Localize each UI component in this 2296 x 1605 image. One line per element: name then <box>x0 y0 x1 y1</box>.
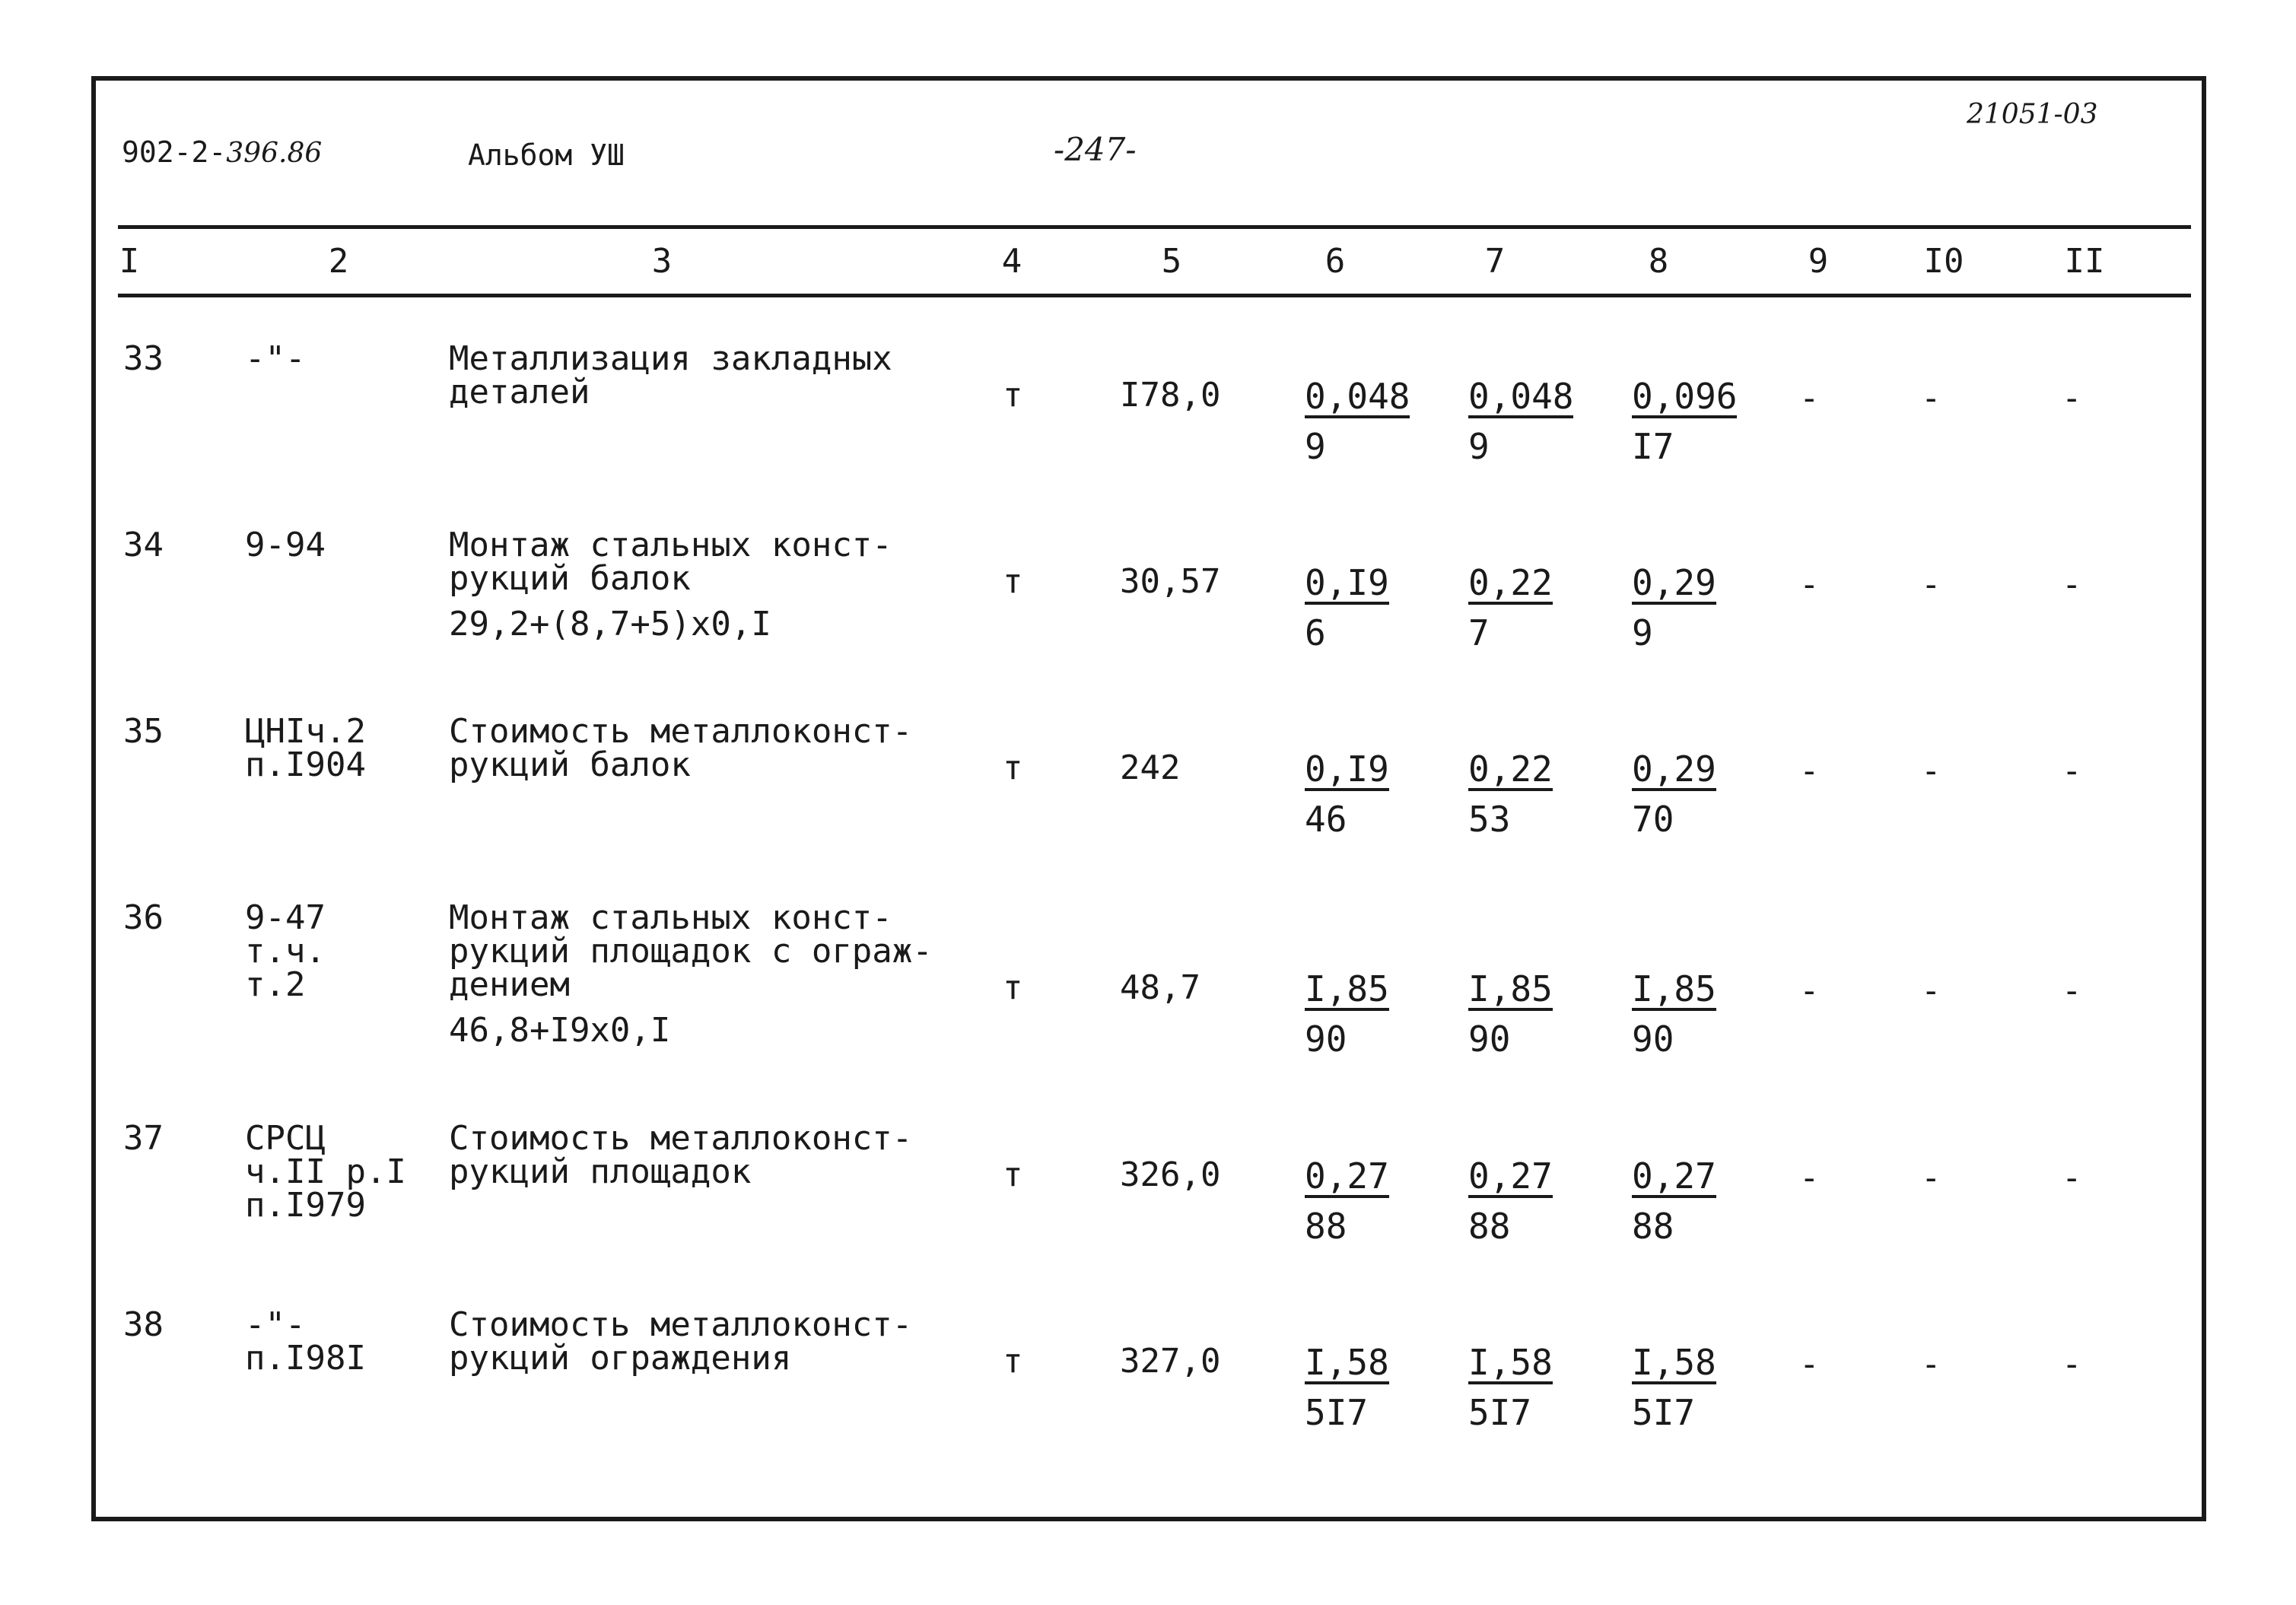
value-top: 0,22 <box>1468 562 1553 603</box>
value-col-8 <box>1632 748 1716 840</box>
value-col-8 <box>1632 376 1738 467</box>
row-number: 36 <box>123 898 164 937</box>
value-top: 0,22 <box>1468 748 1553 790</box>
norm-reference: -"- п.I98I <box>245 1305 366 1378</box>
value-bottom: 88 <box>1468 1206 1511 1247</box>
value-top: I,58 <box>1468 1342 1553 1383</box>
unit: т <box>1003 1155 1023 1194</box>
value-top: 0,29 <box>1632 748 1716 790</box>
column-header-4: 4 <box>1001 242 1022 281</box>
work-description: Стоимость металлоконст- рукций ограждения <box>449 1305 913 1378</box>
document-code <box>122 135 322 169</box>
header-rule-top <box>118 225 2191 229</box>
table-row <box>0 1305 2296 1499</box>
value-bottom: 90 <box>1305 1019 1347 1060</box>
value-top: 0,27 <box>1632 1155 1716 1197</box>
column-header-2: 2 <box>328 242 349 281</box>
value-col-7 <box>1468 968 1553 1060</box>
value-col-6 <box>1305 748 1389 840</box>
col-9-value: - <box>1799 565 1820 604</box>
value-bottom: 46 <box>1305 799 1347 840</box>
col-11-value: - <box>2062 1158 2082 1197</box>
column-header-3: 3 <box>651 242 673 281</box>
header-rule-bottom <box>118 294 2191 297</box>
value-bottom: 88 <box>1632 1206 1674 1247</box>
column-header-8: 8 <box>1648 242 1669 281</box>
row-number: 33 <box>123 339 164 378</box>
norm-reference: СРСЦ ч.II р.I п.I979 <box>245 1119 406 1225</box>
value-col-6 <box>1305 376 1410 467</box>
value-bottom: 5I7 <box>1305 1392 1369 1433</box>
value-top: 0,096 <box>1632 376 1738 417</box>
value-top: I,85 <box>1632 968 1716 1009</box>
table-row <box>0 339 2296 532</box>
table-row <box>0 712 2296 905</box>
row-number: 38 <box>123 1305 164 1344</box>
value-top: I,85 <box>1305 968 1389 1009</box>
value-top: 0,29 <box>1632 562 1716 603</box>
work-description: Металлизация закладных деталей <box>449 339 892 412</box>
value-col-7 <box>1468 562 1553 653</box>
table-row <box>0 526 2296 719</box>
col-10-value: - <box>1921 752 1941 790</box>
quantity: 48,7 <box>1120 968 1200 1007</box>
value-col-8 <box>1632 968 1716 1060</box>
page-number: -247- <box>1054 131 1137 168</box>
col-11-value: - <box>2062 379 2082 418</box>
col-10-value: - <box>1921 1345 1941 1384</box>
value-top: 0,048 <box>1305 376 1410 417</box>
col-11-value: - <box>2062 1345 2082 1384</box>
value-bottom: 9 <box>1468 426 1490 467</box>
value-bottom: 70 <box>1632 799 1674 840</box>
norm-reference: ЦНIч.2 п.I904 <box>245 712 366 784</box>
col-9-value: - <box>1799 1345 1820 1384</box>
col-10-value: - <box>1921 971 1941 1010</box>
value-bottom: 7 <box>1468 612 1490 653</box>
table-row <box>0 898 2296 1092</box>
value-bottom: 53 <box>1468 799 1511 840</box>
col-9-value: - <box>1799 752 1820 790</box>
row-number: 34 <box>123 526 164 564</box>
quantity: I78,0 <box>1120 376 1221 415</box>
value-bottom: 5I7 <box>1632 1392 1696 1433</box>
value-col-6 <box>1305 1155 1389 1247</box>
value-top: I,85 <box>1468 968 1553 1009</box>
row-number: 37 <box>123 1119 164 1158</box>
document-code-prefix: 902-2- <box>122 135 227 169</box>
value-col-8 <box>1632 1342 1716 1433</box>
column-header-7: 7 <box>1484 242 1506 281</box>
value-col-8 <box>1632 1155 1716 1247</box>
value-col-7 <box>1468 1342 1553 1433</box>
value-bottom: 9 <box>1305 426 1326 467</box>
quantity: 30,57 <box>1120 562 1221 601</box>
value-bottom: 90 <box>1632 1019 1674 1060</box>
value-top: 0,27 <box>1305 1155 1389 1197</box>
work-description: Монтаж стальных конст- рукций площадок с ограж- дением <box>449 898 933 1004</box>
quantity-formula: 29,2+(8,7+5)х0,I <box>449 605 771 644</box>
value-top: I,58 <box>1632 1342 1716 1383</box>
col-9-value: - <box>1799 971 1820 1010</box>
value-bottom: 88 <box>1305 1206 1347 1247</box>
table-row <box>0 1119 2296 1312</box>
col-10-value: - <box>1921 1158 1941 1197</box>
value-bottom: 6 <box>1305 612 1326 653</box>
col-10-value: - <box>1921 565 1941 604</box>
column-header-10: I0 <box>1923 242 1964 281</box>
unit: т <box>1003 376 1023 415</box>
value-col-6 <box>1305 968 1389 1060</box>
norm-reference: 9-47 т.ч. т.2 <box>245 898 326 1004</box>
quantity-formula: 46,8+I9х0,I <box>449 1011 671 1050</box>
value-bottom: 5I7 <box>1468 1392 1532 1433</box>
col-9-value: - <box>1799 1158 1820 1197</box>
col-11-value: - <box>2062 565 2082 604</box>
row-number: 35 <box>123 712 164 751</box>
column-header-5: 5 <box>1161 242 1182 281</box>
album-title: Альбом УШ <box>468 138 625 172</box>
column-header-11: II <box>2064 242 2105 281</box>
value-col-7 <box>1468 748 1553 840</box>
value-top: I,58 <box>1305 1342 1389 1383</box>
document-code-handwritten: 396.86 <box>226 138 323 169</box>
value-col-8 <box>1632 562 1716 653</box>
quantity: 327,0 <box>1120 1342 1221 1381</box>
norm-reference: -"- <box>245 339 306 378</box>
unit: т <box>1003 968 1023 1007</box>
value-col-6 <box>1305 1342 1389 1433</box>
archive-stamp: 21051-03 <box>1967 99 2098 130</box>
column-header-1: I <box>119 242 140 281</box>
value-col-7 <box>1468 1155 1553 1247</box>
col-10-value: - <box>1921 379 1941 418</box>
col-11-value: - <box>2062 752 2082 790</box>
quantity: 242 <box>1120 748 1181 787</box>
value-bottom: 90 <box>1468 1019 1511 1060</box>
work-description: Стоимость металлоконст- рукций площадок <box>449 1119 913 1191</box>
unit: т <box>1003 562 1023 601</box>
value-top: 0,I9 <box>1305 748 1389 790</box>
work-description: Стоимость металлоконст- рукций балок <box>449 712 913 784</box>
unit: т <box>1003 1342 1023 1381</box>
value-top: 0,048 <box>1468 376 1574 417</box>
value-col-6 <box>1305 562 1389 653</box>
value-bottom: I7 <box>1632 426 1674 467</box>
col-11-value: - <box>2062 971 2082 1010</box>
value-col-7 <box>1468 376 1574 467</box>
quantity: 326,0 <box>1120 1155 1221 1194</box>
column-header-9: 9 <box>1808 242 1829 281</box>
value-top: 0,I9 <box>1305 562 1389 603</box>
unit: т <box>1003 748 1023 787</box>
value-top: 0,27 <box>1468 1155 1553 1197</box>
norm-reference: 9-94 <box>245 526 326 564</box>
column-header-6: 6 <box>1324 242 1346 281</box>
value-bottom: 9 <box>1632 612 1653 653</box>
col-9-value: - <box>1799 379 1820 418</box>
work-description: Монтаж стальных конст- рукций балок <box>449 526 892 598</box>
